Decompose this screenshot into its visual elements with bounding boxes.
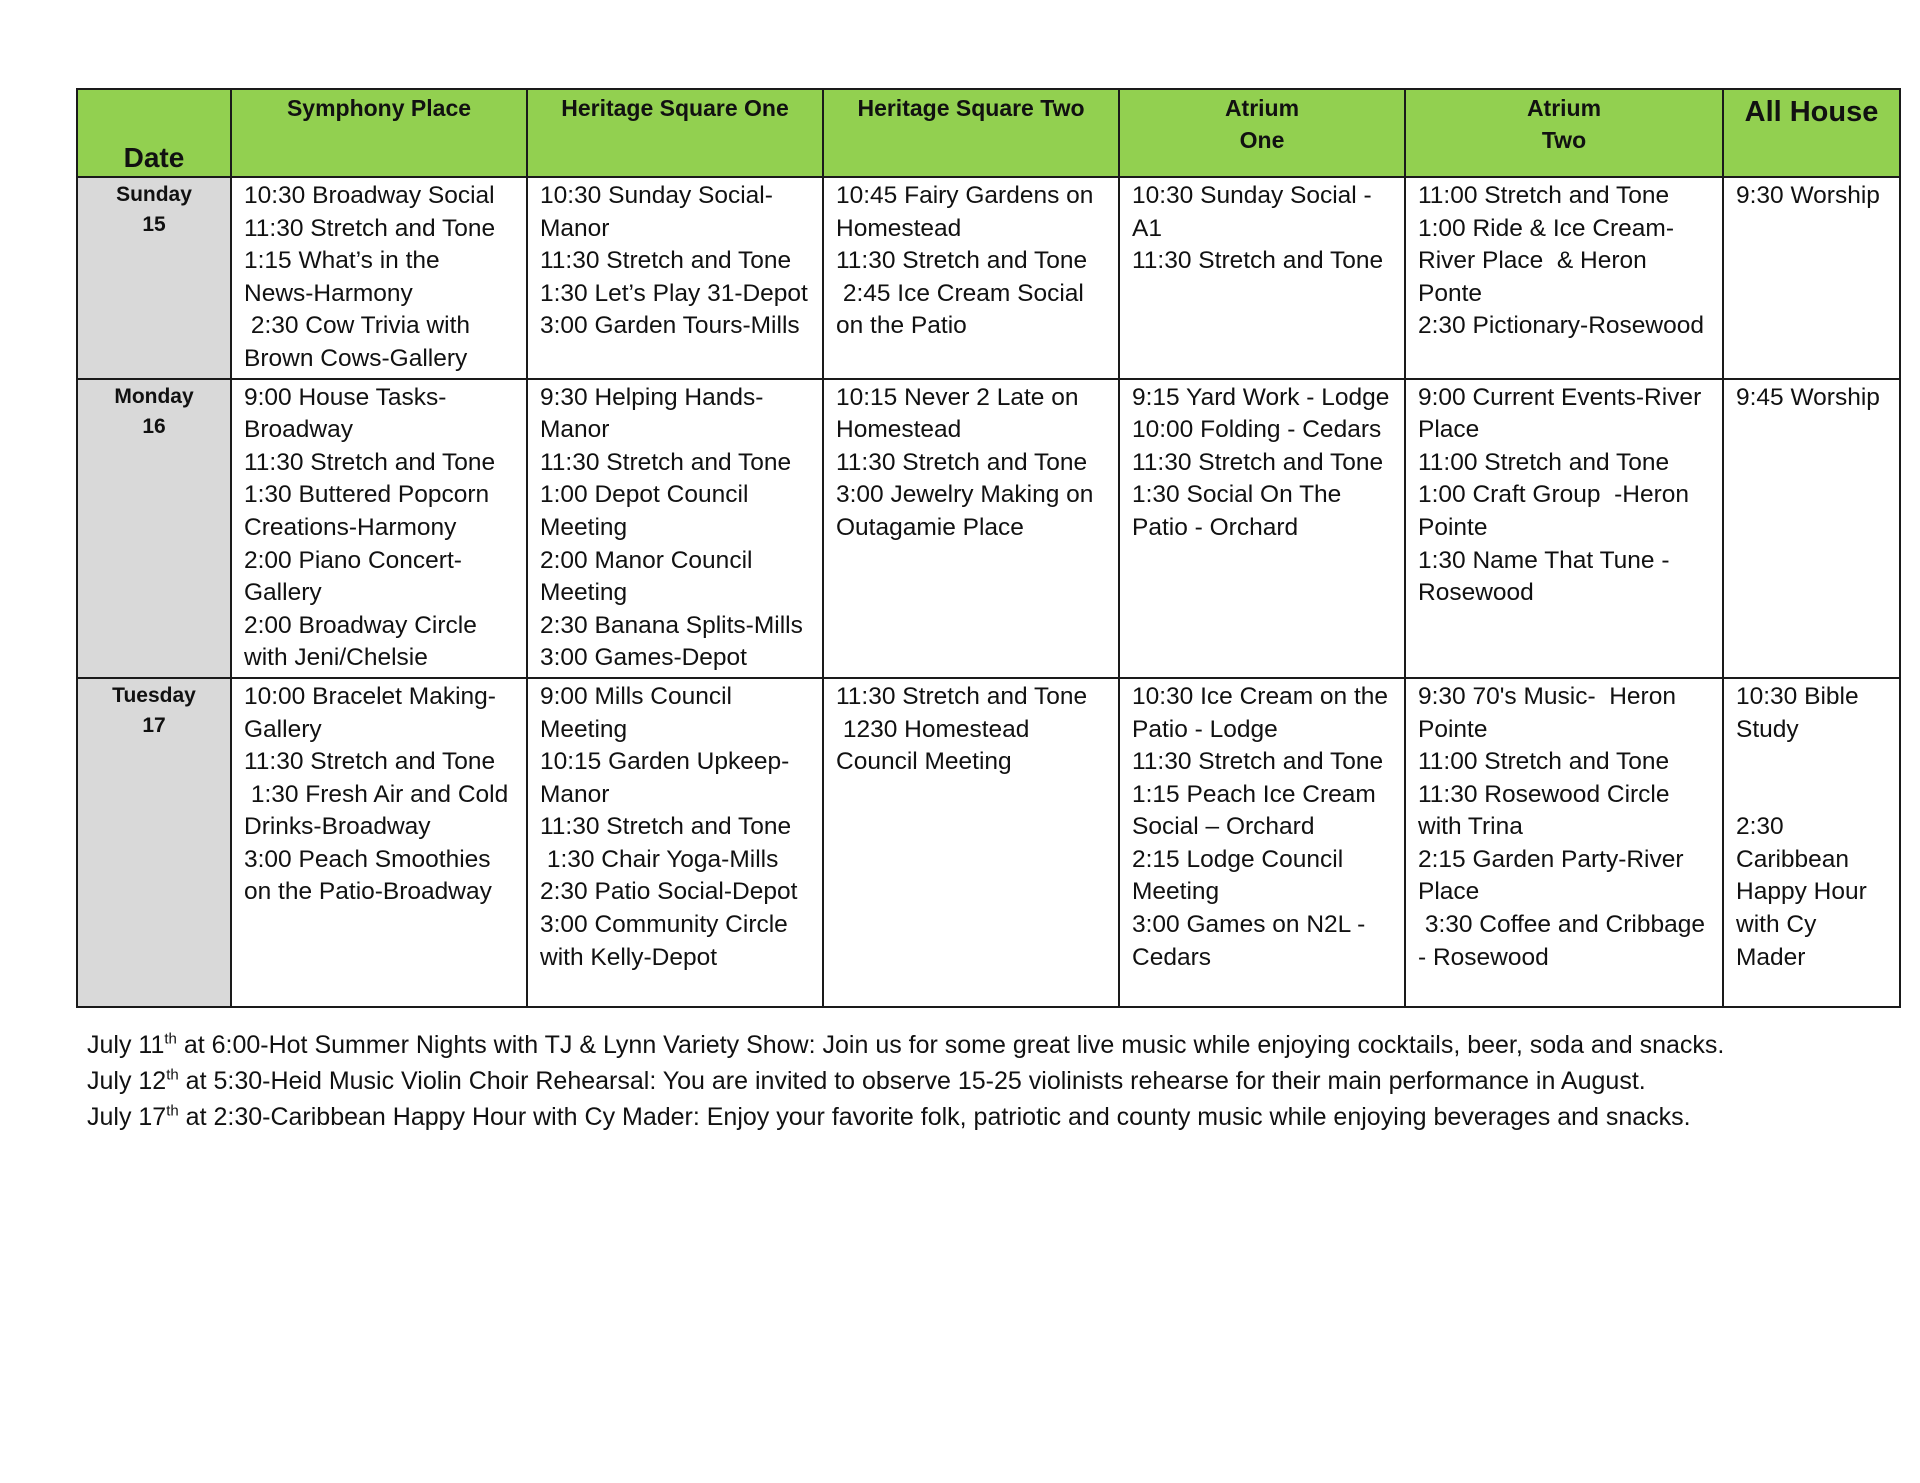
event-line: with Trina — [1418, 813, 1523, 841]
event-line: 11:00 Stretch and Tone — [1418, 748, 1670, 776]
event-line: Pointe — [1418, 715, 1488, 743]
event-line: 3:00 Community Circle — [540, 911, 788, 939]
event-line: 1:30 Buttered Popcorn — [244, 481, 490, 509]
events-heritage-square-two — [823, 379, 1119, 678]
event-line: 2:00 Piano Concert- — [244, 546, 462, 574]
event-line: 2:45 Ice Cream Social — [836, 279, 1084, 307]
events-symphony-place — [231, 379, 527, 678]
event-line: 11:30 Stretch and Tone — [1132, 247, 1384, 275]
event-line: 11:30 Stretch and Tone — [836, 448, 1088, 476]
header-atrium-two — [1405, 89, 1723, 177]
event-line: Happy Hour — [1736, 878, 1867, 906]
event-line: Meeting — [1132, 878, 1220, 906]
day-number: 16 — [142, 414, 166, 438]
events-heritage-square-two — [823, 177, 1119, 379]
event-line: 1:30 Let’s Play 31-Depot — [540, 279, 808, 307]
event-line: 3:00 Peach Smoothies — [244, 845, 491, 873]
event-line: 3:00 Jewelry Making on — [836, 481, 1094, 509]
event-line: 9:00 Current Events-River — [1418, 383, 1702, 411]
event-line: 2:00 Broadway Circle — [244, 611, 477, 639]
event-notes — [87, 1027, 1724, 1135]
event-line: 2:30 Patio Social-Depot — [540, 878, 798, 906]
event-line: 3:00 Games on N2L - — [1132, 911, 1366, 939]
event-line: 2:00 Manor Council — [540, 546, 753, 574]
header-atrium-two-line2: Two — [1541, 127, 1587, 153]
event-line: Manor — [540, 416, 610, 444]
event-line: 9:45 Worship — [1736, 383, 1880, 411]
day-number: 17 — [142, 713, 166, 737]
event-line: 10:30 Broadway Social — [244, 182, 495, 209]
event-line: Meeting — [540, 513, 628, 541]
event-line: 1:00 Depot Council — [540, 481, 749, 509]
events-symphony-place — [231, 678, 527, 1007]
events-atrium-two — [1405, 678, 1723, 1007]
day-cell — [77, 379, 231, 678]
event-line: 10:00 Bracelet Making- — [244, 682, 496, 710]
event-line: 9:30 Worship — [1736, 182, 1880, 209]
events-all-house — [1723, 379, 1900, 678]
event-line: 3:00 Garden Tours-Mills — [540, 312, 800, 340]
event-line: 11:30 Stretch and Tone — [836, 247, 1088, 275]
event-line: 11:00 Stretch and Tone — [1418, 448, 1670, 476]
header-atrium-one-line2: One — [1239, 127, 1285, 153]
event-note: July 11th at 6:00-Hot Summer Nights with TJ & Lynn Variety Show: Join us for some great live music while enjoying cocktails, beer, soda and snacks. — [87, 1030, 1725, 1059]
events-atrium-one — [1119, 678, 1405, 1007]
event-line: 11:30 Rosewood Circle — [1418, 780, 1670, 808]
event-line: Gallery — [244, 715, 322, 743]
event-line: 1230 Homestead — [836, 715, 1030, 743]
events-heritage-square-one — [527, 379, 823, 678]
event-line: 1:00 Ride & Ice Cream- — [1418, 214, 1674, 242]
event-line: Mader — [1736, 943, 1806, 971]
event-line: Meeting — [540, 715, 628, 743]
event-line: Manor — [540, 780, 610, 808]
event-line: 9:30 70's Music- Heron — [1418, 682, 1676, 710]
event-line: 11:00 Stretch and Tone — [1418, 182, 1670, 209]
event-line: Manor — [540, 214, 610, 242]
event-line — [1736, 779, 1895, 812]
event-line: 1:30 Social On The — [1132, 481, 1342, 509]
header-row — [77, 89, 1900, 177]
event-line: Place — [1418, 416, 1480, 444]
event-line: Brown Cows-Gallery — [244, 344, 468, 372]
event-line: Patio - Lodge — [1132, 715, 1278, 743]
day-row — [77, 177, 1900, 379]
event-line: 9:30 Helping Hands- — [540, 383, 764, 411]
event-line: Patio - Orchard — [1132, 513, 1299, 541]
events-heritage-square-two — [823, 678, 1119, 1007]
events-atrium-two — [1405, 177, 1723, 379]
event-line: 9:00 House Tasks- — [244, 383, 447, 411]
day-number: 15 — [142, 213, 166, 236]
event-line: on the Patio — [836, 312, 967, 340]
event-line: - Rosewood — [1418, 943, 1549, 971]
event-line: 1:30 Fresh Air and Cold — [244, 780, 509, 808]
event-line: 1:30 Chair Yoga-Mills — [540, 845, 779, 873]
event-line: Social – Orchard — [1132, 813, 1315, 841]
events-all-house — [1723, 177, 1900, 379]
event-line: 10:30 Sunday Social - — [1132, 182, 1372, 209]
event-line: 1:00 Craft Group -Heron — [1418, 481, 1689, 509]
event-line: 2:30 Banana Splits-Mills — [540, 611, 803, 639]
event-line: 11:30 Stretch and Tone — [540, 247, 792, 275]
event-line: 10:00 Folding - Cedars — [1132, 416, 1382, 444]
event-line: 1:30 Name That Tune - — [1418, 546, 1670, 574]
event-line: 11:30 Stretch and Tone — [540, 448, 792, 476]
event-line: Drinks-Broadway — [244, 813, 431, 841]
event-line: News-Harmony — [244, 279, 413, 307]
activity-schedule-table — [76, 88, 1901, 1008]
event-line: Creations-Harmony — [244, 513, 457, 541]
event-line: 1:15 What’s in the — [244, 247, 440, 275]
event-line: 2:15 Lodge Council — [1132, 845, 1344, 873]
event-line: Pointe — [1418, 513, 1488, 541]
day-name: Sunday — [116, 183, 192, 206]
event-line: 11:30 Stretch and Tone — [1132, 748, 1384, 776]
event-line: Homestead — [836, 214, 962, 242]
event-note: July 12th at 5:30-Heid Music Violin Choir Rehearsal: You are invited to observe 15-25 violinists rehearse for their main performance in August. — [87, 1066, 1646, 1095]
event-line: 2:30 Cow Trivia with — [244, 312, 471, 340]
event-line: 11:30 Stretch and Tone — [244, 748, 496, 776]
event-line: 11:30 Stretch and Tone — [244, 214, 496, 242]
event-line: 10:45 Fairy Gardens on — [836, 182, 1094, 209]
event-line: 11:30 Stretch and Tone — [836, 682, 1088, 710]
event-line: Gallery — [244, 579, 322, 607]
events-atrium-one — [1119, 177, 1405, 379]
header-atrium-two-line1: Atrium — [1526, 95, 1602, 121]
event-line: 11:30 Stretch and Tone — [244, 448, 496, 476]
header-all-house: All House — [1723, 89, 1900, 177]
event-line: Rosewood — [1418, 579, 1534, 607]
event-line: Broadway — [244, 416, 353, 444]
event-line: 9:00 Mills Council — [540, 682, 732, 710]
event-line: River Place & Heron — [1418, 247, 1647, 275]
day-name: Tuesday — [112, 683, 196, 707]
header-atrium-one-line1: Atrium — [1224, 95, 1300, 121]
events-heritage-square-one — [527, 678, 823, 1007]
events-heritage-square-one — [527, 177, 823, 379]
event-line: 3:30 Coffee and Cribbage — [1418, 911, 1705, 939]
event-line: 11:30 Stretch and Tone — [540, 813, 792, 841]
event-line: 10:15 Garden Upkeep- — [540, 748, 790, 776]
event-line: with Kelly-Depot — [540, 943, 718, 971]
event-note: July 17th at 2:30-Caribbean Happy Hour with Cy Mader: Enjoy your favorite folk, patriotic and county music while enjoying beverages and snacks. — [87, 1102, 1691, 1131]
event-line: 10:30 Sunday Social- — [540, 182, 773, 209]
header-heritage-square-two: Heritage Square Two — [823, 89, 1119, 177]
events-all-house — [1723, 678, 1900, 1007]
event-line: 2:15 Garden Party-River — [1418, 845, 1684, 873]
event-line: 10:30 Ice Cream on the — [1132, 682, 1389, 710]
event-line: 2:30 — [1736, 813, 1784, 841]
event-line: 1:15 Peach Ice Cream — [1132, 780, 1376, 808]
day-row — [77, 379, 1900, 678]
day-row — [77, 678, 1900, 1007]
event-line: 3:00 Games-Depot — [540, 644, 747, 672]
event-line: Outagamie Place — [836, 513, 1024, 541]
event-line: Ponte — [1418, 279, 1483, 307]
events-atrium-one — [1119, 379, 1405, 678]
event-line: with Cy — [1736, 911, 1817, 939]
event-line: A1 — [1132, 214, 1162, 242]
event-line: Caribbean — [1736, 845, 1850, 873]
event-line: Study — [1736, 715, 1799, 743]
event-line: Cedars — [1132, 943, 1211, 971]
event-line: Council Meeting — [836, 748, 1012, 776]
event-line: 11:30 Stretch and Tone — [1132, 448, 1384, 476]
event-line: 9:15 Yard Work - Lodge — [1132, 383, 1390, 411]
header-heritage-square-one: Heritage Square One — [527, 89, 823, 177]
event-line: Place — [1418, 878, 1480, 906]
events-symphony-place — [231, 177, 527, 379]
header-symphony-place: Symphony Place — [231, 89, 527, 177]
event-line: Homestead — [836, 416, 962, 444]
day-name: Monday — [114, 384, 194, 408]
header-atrium-one — [1119, 89, 1405, 177]
event-line: 10:15 Never 2 Late on — [836, 383, 1079, 411]
event-line: 2:30 Pictionary-Rosewood — [1418, 312, 1704, 340]
event-line: on the Patio-Broadway — [244, 878, 492, 906]
header-date: Date — [77, 89, 231, 177]
day-cell — [77, 177, 231, 379]
event-line: 10:30 Bible — [1736, 682, 1859, 710]
events-atrium-two — [1405, 379, 1723, 678]
event-line — [1736, 746, 1895, 779]
event-line: Meeting — [540, 579, 628, 607]
event-line: with Jeni/Chelsie — [244, 644, 428, 672]
day-cell — [77, 678, 231, 1007]
